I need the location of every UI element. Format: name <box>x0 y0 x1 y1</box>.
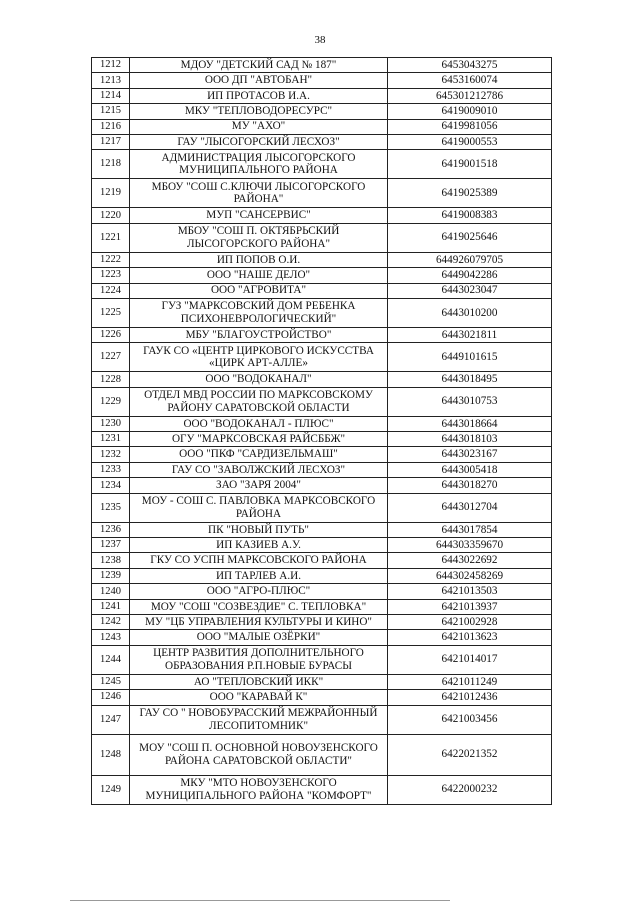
row-number: 1231 <box>92 432 130 447</box>
tax-id: 6443010753 <box>388 387 552 416</box>
row-number: 1225 <box>92 298 130 327</box>
tax-id: 6419025646 <box>388 223 552 252</box>
table-row <box>92 538 552 553</box>
organization-name: МУ "АХО" <box>130 119 388 134</box>
organization-name: МУП "САНСЕРВИС" <box>130 208 388 223</box>
tax-id: 6443018495 <box>388 372 552 387</box>
tax-id: 6443021811 <box>388 327 552 342</box>
table-row <box>92 553 552 568</box>
tax-id: 6422021352 <box>388 734 552 775</box>
tax-id: 6421011249 <box>388 674 552 689</box>
table-row <box>92 223 552 252</box>
organization-name: МКУ "ТЕПЛОВОДОРЕСУРС" <box>130 104 388 119</box>
table-row <box>92 208 552 223</box>
tax-id: 6443023167 <box>388 447 552 462</box>
organization-name: ПК "НОВЫЙ ПУТЬ" <box>130 522 388 537</box>
row-number: 1218 <box>92 150 130 179</box>
table-row <box>92 614 552 629</box>
tax-id: 6443017854 <box>388 522 552 537</box>
tax-id: 6443018103 <box>388 432 552 447</box>
tax-id: 6421002928 <box>388 614 552 629</box>
row-number: 1232 <box>92 447 130 462</box>
organization-name: ИП ПРОТАСОВ И.А. <box>130 88 388 103</box>
organization-name: МБОУ "СОШ С.КЛЮЧИ ЛЫСОГОРСКОГО РАЙОНА" <box>130 179 388 208</box>
table-row <box>92 478 552 493</box>
row-number: 1243 <box>92 630 130 645</box>
tax-id: 6443018664 <box>388 416 552 431</box>
tax-id: 6443010200 <box>388 298 552 327</box>
organization-name: ГАУ СО "ЗАВОЛЖСКИЙ ЛЕСХОЗ" <box>130 462 388 477</box>
table-row <box>92 119 552 134</box>
row-number: 1233 <box>92 462 130 477</box>
organization-name: ЗАО "ЗАРЯ 2004" <box>130 478 388 493</box>
organization-name: ООО "КАРАВАЙ К" <box>130 690 388 705</box>
row-number: 1227 <box>92 343 130 372</box>
row-number: 1214 <box>92 88 130 103</box>
row-number: 1219 <box>92 179 130 208</box>
row-number: 1241 <box>92 599 130 614</box>
row-number: 1238 <box>92 553 130 568</box>
table-row <box>92 690 552 705</box>
table-row <box>92 568 552 583</box>
table-row <box>92 462 552 477</box>
row-number: 1221 <box>92 223 130 252</box>
organization-name: ООО "ВОДОКАНАЛ - ПЛЮС" <box>130 416 388 431</box>
tax-id: 6419001518 <box>388 150 552 179</box>
tax-id: 6421003456 <box>388 705 552 734</box>
organization-name: ГАУ СО " НОВОБУРАССКИЙ МЕЖРАЙОННЫЙ ЛЕСОПИТОМНИК" <box>130 705 388 734</box>
row-number: 1226 <box>92 327 130 342</box>
table-row <box>92 268 552 283</box>
organization-name: МОУ "СОШ "СОЗВЕЗДИЕ" С. ТЕПЛОВКА" <box>130 599 388 614</box>
row-number: 1249 <box>92 775 130 804</box>
table-row <box>92 674 552 689</box>
tax-id: 6443005418 <box>388 462 552 477</box>
row-number: 1248 <box>92 734 130 775</box>
tax-id: 6443012704 <box>388 493 552 522</box>
row-number: 1236 <box>92 522 130 537</box>
table-row <box>92 416 552 431</box>
row-number: 1228 <box>92 372 130 387</box>
organization-name: МУ "ЦБ УПРАВЛЕНИЯ КУЛЬТУРЫ И КИНО" <box>130 614 388 629</box>
row-number: 1246 <box>92 690 130 705</box>
tax-id: 645301212786 <box>388 88 552 103</box>
organization-name: ИП ТАРЛЕВ А.И. <box>130 568 388 583</box>
table-row <box>92 630 552 645</box>
row-number: 1215 <box>92 104 130 119</box>
organization-name: МОУ - СОШ С. ПАВЛОВКА МАРКСОВСКОГО РАЙОНА <box>130 493 388 522</box>
tax-id: 6453043275 <box>388 58 552 73</box>
row-number: 1239 <box>92 568 130 583</box>
table-row <box>92 343 552 372</box>
row-number: 1245 <box>92 674 130 689</box>
row-number: 1240 <box>92 584 130 599</box>
table-row <box>92 298 552 327</box>
organization-name: ООО "МАЛЫЕ ОЗЁРКИ" <box>130 630 388 645</box>
tax-id: 6421014017 <box>388 645 552 674</box>
row-number: 1222 <box>92 252 130 267</box>
row-number: 1230 <box>92 416 130 431</box>
tax-id: 644303359670 <box>388 538 552 553</box>
page-number: 38 <box>314 34 326 46</box>
row-number: 1237 <box>92 538 130 553</box>
organization-name: ГАУ "ЛЫСОГОРСКИЙ ЛЕСХОЗ" <box>130 134 388 149</box>
organization-name: ЦЕНТР РАЗВИТИЯ ДОПОЛНИТЕЛЬНОГО ОБРАЗОВАНИЯ Р.П.НОВЫЕ БУРАСЫ <box>130 645 388 674</box>
table-row <box>92 58 552 73</box>
organization-name: ООО "ПКФ "САРДИЗЕЛЬМАШ" <box>130 447 388 462</box>
tax-id: 6421012436 <box>388 690 552 705</box>
organization-name: ООО "АГРО-ПЛЮС" <box>130 584 388 599</box>
table-row <box>92 134 552 149</box>
organization-name: ГАУК СО «ЦЕНТР ЦИРКОВОГО ИСКУССТВА «ЦИРК АРТ-АЛЛЕ» <box>130 343 388 372</box>
table-row <box>92 104 552 119</box>
table-row <box>92 327 552 342</box>
tax-id: 644926079705 <box>388 252 552 267</box>
organization-name: ИП ПОПОВ О.И. <box>130 252 388 267</box>
tax-id: 6443022692 <box>388 553 552 568</box>
tax-id: 6419000553 <box>388 134 552 149</box>
organization-name: ООО "НАШЕ ДЕЛО" <box>130 268 388 283</box>
row-number: 1224 <box>92 283 130 298</box>
row-number: 1229 <box>92 387 130 416</box>
organization-name: АО "ТЕПЛОВСКИЙ ИКК" <box>130 674 388 689</box>
table-row <box>92 775 552 804</box>
table-row <box>92 432 552 447</box>
tax-id: 6421013623 <box>388 630 552 645</box>
table-row <box>92 387 552 416</box>
table-row <box>92 584 552 599</box>
organization-name: МБОУ "СОШ П. ОКТЯБРЬСКИЙ ЛЫСОГОРСКОГО РАЙОНА" <box>130 223 388 252</box>
row-number: 1217 <box>92 134 130 149</box>
row-number: 1212 <box>92 58 130 73</box>
row-number: 1244 <box>92 645 130 674</box>
row-number: 1234 <box>92 478 130 493</box>
table-row <box>92 493 552 522</box>
organization-name: МКУ "МТО НОВОУЗЕНСКОГО МУНИЦИПАЛЬНОГО РАЙОНА "КОМФОРТ" <box>130 775 388 804</box>
table-row <box>92 522 552 537</box>
organization-name: ИП КАЗИЕВ А.У. <box>130 538 388 553</box>
table-row <box>92 645 552 674</box>
tax-id: 644302458269 <box>388 568 552 583</box>
row-number: 1223 <box>92 268 130 283</box>
organization-name: ООО "ВОДОКАНАЛ" <box>130 372 388 387</box>
row-number: 1216 <box>92 119 130 134</box>
registry-table <box>91 57 552 805</box>
row-number: 1220 <box>92 208 130 223</box>
tax-id: 6449042286 <box>388 268 552 283</box>
table-row <box>92 150 552 179</box>
organization-name: МОУ "СОШ П. ОСНОВНОЙ НОВОУЗЕНСКОГО РАЙОНА САРАТОВСКОЙ ОБЛАСТИ" <box>130 734 388 775</box>
table-row <box>92 705 552 734</box>
organization-name: ОГУ "МАРКСОВСКАЯ РАЙСББЖ" <box>130 432 388 447</box>
organization-name: ГУЗ "МАРКСОВСКИЙ ДОМ РЕБЕНКА ПСИХОНЕВРОЛОГИЧЕСКИЙ" <box>130 298 388 327</box>
table-row <box>92 283 552 298</box>
row-number: 1235 <box>92 493 130 522</box>
table-row <box>92 179 552 208</box>
tax-id: 6443023047 <box>388 283 552 298</box>
row-number: 1213 <box>92 73 130 88</box>
tax-id: 6419025389 <box>388 179 552 208</box>
table-row <box>92 372 552 387</box>
organization-name: ОТДЕЛ МВД РОССИИ ПО МАРКСОВСКОМУ РАЙОНУ САРАТОВСКОЙ ОБЛАСТИ <box>130 387 388 416</box>
row-number: 1247 <box>92 705 130 734</box>
footer-divider <box>70 900 450 901</box>
organization-name: АДМИНИСТРАЦИЯ ЛЫСОГОРСКОГО МУНИЦИПАЛЬНОГО РАЙОНА <box>130 150 388 179</box>
tax-id: 6449101615 <box>388 343 552 372</box>
organization-name: МДОУ "ДЕТСКИЙ САД № 187" <box>130 58 388 73</box>
table-row <box>92 599 552 614</box>
table-row <box>92 88 552 103</box>
table-row <box>92 73 552 88</box>
tax-id: 6422000232 <box>388 775 552 804</box>
organization-name: МБУ "БЛАГОУСТРОЙСТВО" <box>130 327 388 342</box>
organization-name: ООО ДП "АВТОБАН" <box>130 73 388 88</box>
tax-id: 6453160074 <box>388 73 552 88</box>
tax-id: 6419008383 <box>388 208 552 223</box>
table-row <box>92 734 552 775</box>
row-number: 1242 <box>92 614 130 629</box>
tax-id: 6421013937 <box>388 599 552 614</box>
organization-name: ООО "АГРОВИТА" <box>130 283 388 298</box>
organization-name: ГКУ СО УСПН МАРКСОВСКОГО РАЙОНА <box>130 553 388 568</box>
tax-id: 6419009010 <box>388 104 552 119</box>
table-row <box>92 447 552 462</box>
tax-id: 6443018270 <box>388 478 552 493</box>
tax-id: 6419981056 <box>388 119 552 134</box>
table-row <box>92 252 552 267</box>
tax-id: 6421013503 <box>388 584 552 599</box>
